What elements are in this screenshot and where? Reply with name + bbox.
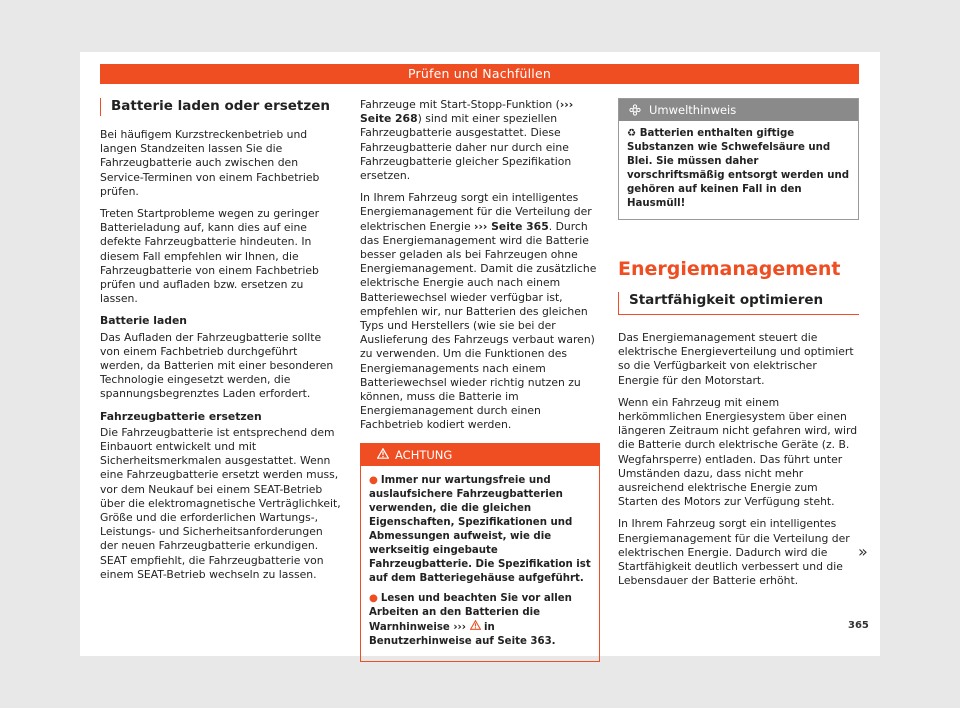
subheading: Fahrzeugbatterie ersetzen [100,409,262,423]
column-middle [360,98,600,662]
warning-body [361,466,599,661]
warning-text: Lesen und beachten Sie vor allen Arbeiten an den Batterien die Warnhinweise ››› [369,592,572,633]
paragraph [360,98,600,183]
paragraph: In Ihrem Fahrzeug sorgt ein intelligentes Energiemanagement für die Verteilung der elektrischen Energie. Dadurch wird die Startfähigkeit deutlich verbessert und die Lebensdauer der Batterie erhöht. [618,517,850,588]
paragraph: Bei häufigem Kurzstreckenbetrieb und langen Standzeiten lassen Sie die Fahrzeugbatterie auch zwischen den Service-Terminen von einem Fachbetrieb prüfen. [100,128,320,198]
paragraph: Treten Startprobleme wegen zu geringer Batterieladung auf, kann dies auf eine defekte Fahrzeugbatterie hindeuten. In diesem Fall empfehlen wir Ihnen, die Fahrzeugbatterie von einem Fachbetrieb prüfen und aufladen bzw. ersetzen zu lassen. [100,207,320,306]
warning-triangle-icon [377,444,389,466]
text: In Ihrem Fahrzeug sorgt ein intelligentes Energiemanagement für die Verteilung der elektrischen Energie [360,191,592,233]
recycle-icon: ♻ [627,128,637,139]
subheading: Batterie laden [100,314,187,328]
column-left [100,98,343,590]
warning-triangle-icon[interactable] [470,622,481,633]
paragraph: Das Energiemanagement steuert die elektrische Energieverteilung und optimiert so die Verfügbarkeit von elektrischer Energie für den Motorstart. [618,331,854,387]
warning-item [369,474,591,586]
page-reference-link[interactable]: ››› Seite 268 [360,98,574,126]
warning-box [360,443,600,662]
page-number: 365 [848,620,869,631]
paragraph [360,191,600,432]
section-title: Startfähigkeit optimieren [618,292,859,315]
environment-note-text: Batterien enthalten giftige Substanzen wie Schwefelsäure und Blei. Sie müssen daher vorschriftsmäßig entsorgt werden und gehören auf keinen Fall in den Hausmüll! [627,128,850,209]
warning-item [369,592,591,649]
text: Fahrzeuge mit Start-Stopp-Funktion ( [360,98,560,111]
page-reference-link[interactable]: ››› Seite 365 [474,219,549,233]
bullet-icon: ● [369,474,378,486]
warning-title: ACHTUNG [395,447,453,462]
environment-icon [629,101,641,123]
section-title: Batterie laden oder ersetzen [100,98,343,116]
column-right [618,98,859,596]
bullet-icon: ● [369,592,378,604]
environment-note-header [619,99,858,121]
warning-text: in Benutzerhinweise auf Seite 363. [369,621,556,647]
environment-note-body [619,121,858,219]
text: ) sind mit einer speziellen Fahrzeugbatterie ausgestattet. Diese Fahrzeugbatterie daher nur durch eine Fahrzeugbatterie gleicher Spezifikation ersetzen. [360,112,572,183]
chapter-header: Prüfen und Nachfüllen [100,64,859,84]
paragraph: Das Aufladen der Fahrzeugbatterie sollte von einem Fachbetrieb durchgeführt werden, da Batterien mit einer besonderen Technologie eingesetzt werden, die spannungsbegrenztes Laden erfordert. [100,330,334,401]
continue-arrow-icon: » [858,542,868,561]
paragraph: Die Fahrzeugbatterie ist entsprechend dem Einbauort entwickelt und mit Sicherheitsmerkmalen ausgestattet. Wenn eine Fahrzeugbatterie ersetzt werden muss, vor dem Neukauf bei einem SEAT-Betrieb über die elektromagnetische Verträglichkeit, Größe und die erforderlichen Wartungs-, Leistungs- und Sicherheitsanforderungen der neuen Fahrzeugbatterie erkundigen. SEAT empfiehlt, die Fahrzeugbatterie von einem SEAT-Betrieb wechseln zu lassen. [100,425,341,581]
warning-header [361,444,599,466]
environment-note-title: Umwelthinweis [649,103,737,117]
text: . Durch das Energiemanagement wird die Batterie besser geladen als bei Fahrzeugen ohne Energiemanagement. Damit die zusätzliche elektrische Energie auch nach einem Batteriewechsel wieder verfügbar ist, empfehlen wir, nur Batterien des gleichen Typs und Herstellers (wie sie bei der Auslieferung des Fahrzeugs verbaut waren) zu verwenden. Um die Funktionen des Energiemanagements nach einem Batteriewechsel wieder richtig nutzen zu können, muss die Batterie im Energiemanagement durch einen Fachbetrieb kodiert werden. [360,219,597,432]
paragraph: Wenn ein Fahrzeug mit einem herkömmlichen Energiesystem über einen längeren Zeitraum nicht gefahren wird, wird die Batterie durch elektrische Geräte (z. B. Wegfahrsperre) entladen. Das führt unter Umständen dazu, dass nicht mehr ausreichend elektrische Energie zum Starten des Motors zur Verfügung steht. [618,395,858,509]
chapter-title: Energiemanagement [618,258,841,280]
warning-text: Immer nur wartungsfreie und auslaufsichere Fahrzeugbatterien verwenden, die die gleichen Eigenschaften, Spezifikationen und Abmessungen aufweist, wie die werkseitig eingebaute Fahrzeugbatterie. Die Spezifikation ist auf dem Batteriegehäuse aufgeführt. [369,474,591,584]
environment-note-box [618,98,859,220]
